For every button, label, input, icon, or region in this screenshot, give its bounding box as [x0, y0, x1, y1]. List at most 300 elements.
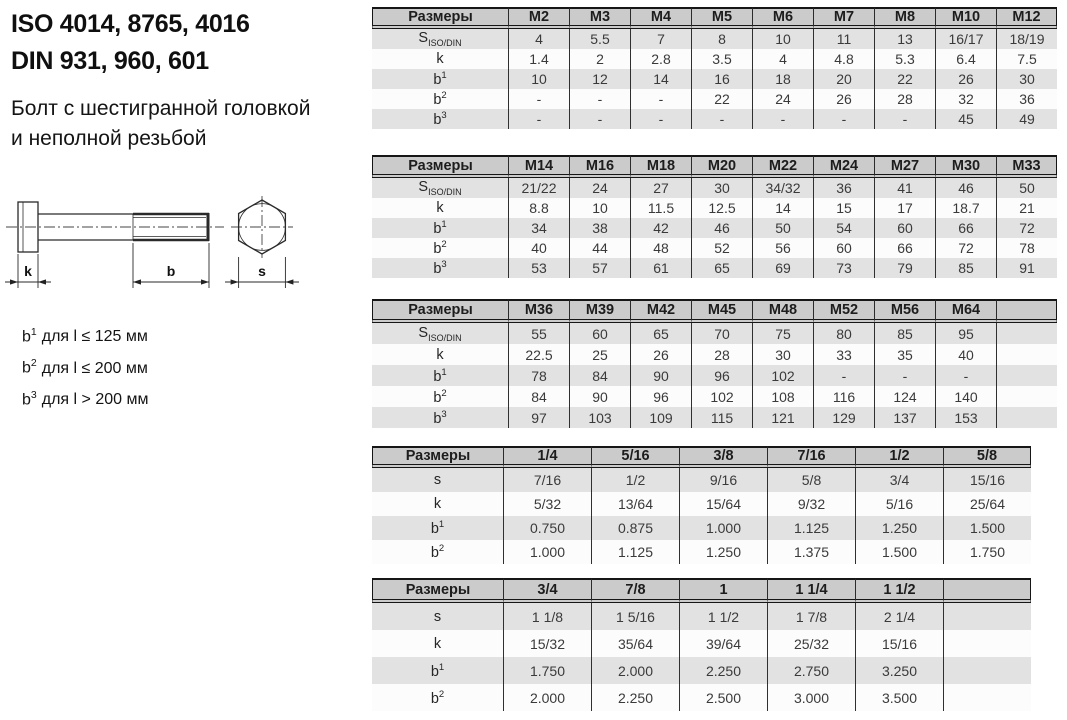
- data-cell: 11: [813, 29, 874, 49]
- data-cell: 5/16: [855, 492, 943, 516]
- data-cell: 129: [813, 407, 874, 428]
- data-cell: 5.5: [569, 29, 630, 49]
- data-cell: 26: [935, 69, 996, 89]
- size-column-header: 1/4: [503, 446, 591, 468]
- spec-table-1: [372, 7, 1057, 129]
- data-cell: [996, 344, 1057, 365]
- dim-column-header: Размеры: [372, 299, 508, 323]
- data-cell: 34/32: [752, 178, 813, 198]
- data-cell: 25: [569, 344, 630, 365]
- data-cell: 3/4: [855, 468, 943, 492]
- data-cell: 2 1/4: [855, 603, 943, 630]
- data-cell: 39/64: [679, 630, 767, 657]
- dim-column-header: Размеры: [372, 578, 503, 603]
- data-cell: 21/22: [508, 178, 569, 198]
- data-cell: 6.4: [935, 49, 996, 69]
- row-label: s: [372, 603, 503, 630]
- table-row: [372, 492, 1031, 516]
- row-label: $b^1$: [372, 218, 508, 238]
- data-cell: 96: [630, 386, 691, 407]
- bolt-technical-drawing: [0, 185, 320, 305]
- data-cell: 3.250: [855, 657, 943, 684]
- row-label: k: [372, 630, 503, 657]
- data-cell: -: [874, 365, 935, 386]
- data-cell: -: [691, 109, 752, 129]
- data-cell: 30: [691, 178, 752, 198]
- data-cell: 60: [813, 238, 874, 258]
- data-cell: 85: [874, 323, 935, 344]
- data-cell: 66: [935, 218, 996, 238]
- size-column-header: M10: [935, 7, 996, 29]
- data-cell: 2.750: [767, 657, 855, 684]
- size-column-header: M18: [630, 155, 691, 178]
- note-b1: $b^1$ для l ≤ 125 мм: [22, 326, 148, 346]
- data-cell: 15/16: [943, 468, 1031, 492]
- table-row: [372, 29, 1057, 49]
- data-cell: 65: [691, 258, 752, 278]
- data-cell: 36: [813, 178, 874, 198]
- data-cell: 26: [813, 89, 874, 109]
- data-cell: 4: [752, 49, 813, 69]
- data-cell: 21: [996, 198, 1057, 218]
- data-cell: 69: [752, 258, 813, 278]
- data-cell: 24: [569, 178, 630, 198]
- row-label: $b^2$: [372, 386, 508, 407]
- footnotes: [22, 319, 148, 413]
- size-column-header: M52: [813, 299, 874, 323]
- data-cell: 75: [752, 323, 813, 344]
- data-cell: 80: [813, 323, 874, 344]
- size-column-header: 3/4: [503, 578, 591, 603]
- row-label: $b^2$: [372, 89, 508, 109]
- table-row: [372, 258, 1057, 278]
- table-row: [372, 365, 1057, 386]
- table-row: [372, 516, 1031, 540]
- dimension-s: [225, 257, 299, 288]
- row-label: $S_{ISO/DIN}$: [372, 323, 508, 344]
- data-cell: 48: [630, 238, 691, 258]
- data-cell: 22.5: [508, 344, 569, 365]
- data-cell: 1.000: [503, 540, 591, 564]
- row-label: $S_{ISO/DIN}$: [372, 29, 508, 49]
- size-column-header: 3/8: [679, 446, 767, 468]
- data-cell: 2.8: [630, 49, 691, 69]
- data-cell: 10: [569, 198, 630, 218]
- data-cell: 50: [752, 218, 813, 238]
- size-column-header: M36: [508, 299, 569, 323]
- data-cell: 42: [630, 218, 691, 238]
- data-cell: 95: [935, 323, 996, 344]
- size-column-header: M24: [813, 155, 874, 178]
- data-cell: [996, 365, 1057, 386]
- data-cell: -: [752, 109, 813, 129]
- data-cell: 1.250: [679, 540, 767, 564]
- data-cell: 137: [874, 407, 935, 428]
- data-cell: 115: [691, 407, 752, 428]
- data-cell: 20: [813, 69, 874, 89]
- table-row: [372, 540, 1031, 564]
- data-cell: 3.000: [767, 684, 855, 711]
- data-cell: 109: [630, 407, 691, 428]
- data-cell: [996, 407, 1057, 428]
- data-cell: 3.500: [855, 684, 943, 711]
- data-cell: 25/32: [767, 630, 855, 657]
- data-cell: 7.5: [996, 49, 1057, 69]
- data-cell: 16/17: [935, 29, 996, 49]
- data-cell: 124: [874, 386, 935, 407]
- data-cell: 1.250: [855, 516, 943, 540]
- data-cell: 4: [508, 29, 569, 49]
- data-cell: 28: [691, 344, 752, 365]
- data-cell: 2.000: [591, 657, 679, 684]
- data-cell: 78: [508, 365, 569, 386]
- data-cell: 44: [569, 238, 630, 258]
- data-cell: 27: [630, 178, 691, 198]
- data-cell: 11.5: [630, 198, 691, 218]
- size-column-header: 7/16: [767, 446, 855, 468]
- data-cell: 13: [874, 29, 935, 49]
- data-cell: 73: [813, 258, 874, 278]
- row-label: $b^1$: [372, 69, 508, 89]
- spec-table-2: [372, 155, 1057, 278]
- data-cell: 84: [569, 365, 630, 386]
- data-cell: 7: [630, 29, 691, 49]
- size-column-header: M12: [996, 7, 1057, 29]
- row-label: k: [372, 344, 508, 365]
- data-cell: 1.000: [679, 516, 767, 540]
- data-cell: 30: [752, 344, 813, 365]
- table-row: [372, 109, 1057, 129]
- data-cell: -: [630, 109, 691, 129]
- data-cell: 2.250: [679, 657, 767, 684]
- row-label: $b^2$: [372, 540, 503, 564]
- data-cell: 4.8: [813, 49, 874, 69]
- dimension-b: [133, 243, 209, 288]
- data-cell: 18.7: [935, 198, 996, 218]
- size-column-header: M48: [752, 299, 813, 323]
- data-cell: 18: [752, 69, 813, 89]
- data-cell: 30: [996, 69, 1057, 89]
- data-cell: 12.5: [691, 198, 752, 218]
- data-cell: 46: [691, 218, 752, 238]
- size-column-header: M6: [752, 7, 813, 29]
- data-cell: 97: [508, 407, 569, 428]
- data-cell: 40: [508, 238, 569, 258]
- data-cell: 49: [996, 109, 1057, 129]
- dim-label-s: s: [258, 263, 266, 279]
- data-cell: 90: [569, 386, 630, 407]
- data-cell: 35: [874, 344, 935, 365]
- data-cell: 8: [691, 29, 752, 49]
- size-column-header: M64: [935, 299, 996, 323]
- data-cell: 60: [569, 323, 630, 344]
- data-cell: 79: [874, 258, 935, 278]
- size-column-header: 5/8: [943, 446, 1031, 468]
- row-label: k: [372, 198, 508, 218]
- page-subtitle: [11, 94, 310, 154]
- table-row: [372, 684, 1031, 711]
- data-cell: 108: [752, 386, 813, 407]
- data-cell: -: [569, 109, 630, 129]
- spec-table-4: [372, 446, 1031, 564]
- data-cell: 50: [996, 178, 1057, 198]
- data-cell: 70: [691, 323, 752, 344]
- data-cell: 55: [508, 323, 569, 344]
- data-cell: 16: [691, 69, 752, 89]
- data-cell: 96: [691, 365, 752, 386]
- row-label: $b^1$: [372, 516, 503, 540]
- data-cell: 1 7/8: [767, 603, 855, 630]
- data-cell: -: [508, 89, 569, 109]
- size-column-header: 1: [679, 578, 767, 603]
- hex-end-view: [231, 196, 293, 258]
- data-cell: 5.3: [874, 49, 935, 69]
- data-cell: 56: [752, 238, 813, 258]
- data-cell: 0.875: [591, 516, 679, 540]
- table-row: [372, 238, 1057, 258]
- data-cell: 57: [569, 258, 630, 278]
- data-cell: 1 1/8: [503, 603, 591, 630]
- data-cell: 41: [874, 178, 935, 198]
- dim-column-header: Размеры: [372, 7, 508, 29]
- data-cell: 15/32: [503, 630, 591, 657]
- note-b3: $b^3$ для l > 200 мм: [22, 388, 149, 408]
- data-cell: 140: [935, 386, 996, 407]
- data-cell: 18/19: [996, 29, 1057, 49]
- row-label: $b^2$: [372, 684, 503, 711]
- data-cell: -: [935, 365, 996, 386]
- size-column-header: 7/8: [591, 578, 679, 603]
- data-cell: [943, 657, 1031, 684]
- data-cell: -: [508, 109, 569, 129]
- data-cell: 85: [935, 258, 996, 278]
- data-cell: 91: [996, 258, 1057, 278]
- row-label: $b^3$: [372, 407, 508, 428]
- data-cell: [996, 386, 1057, 407]
- size-column-header: M4: [630, 7, 691, 29]
- data-cell: 60: [874, 218, 935, 238]
- data-cell: 61: [630, 258, 691, 278]
- data-cell: 9/16: [679, 468, 767, 492]
- table-row: [372, 198, 1057, 218]
- size-column-header: M22: [752, 155, 813, 178]
- data-cell: 102: [691, 386, 752, 407]
- row-label: $b^3$: [372, 258, 508, 278]
- table-row: [372, 323, 1057, 344]
- data-cell: 66: [874, 238, 935, 258]
- size-column-header: M27: [874, 155, 935, 178]
- size-column-header: M56: [874, 299, 935, 323]
- table-header-row: [372, 446, 1031, 468]
- data-cell: 14: [752, 198, 813, 218]
- data-cell: 17: [874, 198, 935, 218]
- table-row: [372, 603, 1031, 630]
- data-cell: -: [813, 109, 874, 129]
- table-header-row: [372, 578, 1031, 603]
- size-column-header: 5/16: [591, 446, 679, 468]
- data-cell: -: [630, 89, 691, 109]
- data-cell: 28: [874, 89, 935, 109]
- data-cell: 22: [874, 69, 935, 89]
- data-cell: 46: [935, 178, 996, 198]
- data-cell: 34: [508, 218, 569, 238]
- title-din: DIN 931, 960, 601: [11, 47, 209, 75]
- data-cell: 1.500: [855, 540, 943, 564]
- data-cell: 15/16: [855, 630, 943, 657]
- row-label: $b^3$: [372, 109, 508, 129]
- data-cell: 65: [630, 323, 691, 344]
- data-cell: 9/32: [767, 492, 855, 516]
- size-column-header: M14: [508, 155, 569, 178]
- table-row: [372, 386, 1057, 407]
- data-cell: 1.375: [767, 540, 855, 564]
- size-column-header: 1 1/4: [767, 578, 855, 603]
- data-cell: [943, 603, 1031, 630]
- data-cell: 38: [569, 218, 630, 238]
- table-header-row: [372, 7, 1057, 29]
- row-label: k: [372, 492, 503, 516]
- dim-label-b: b: [166, 263, 176, 279]
- size-column-header: M5: [691, 7, 752, 29]
- data-cell: 0.750: [503, 516, 591, 540]
- data-cell: 102: [752, 365, 813, 386]
- size-column-header: M8: [874, 7, 935, 29]
- size-column-header: M45: [691, 299, 752, 323]
- size-column-header: M20: [691, 155, 752, 178]
- data-cell: 15/64: [679, 492, 767, 516]
- table-row: [372, 218, 1057, 238]
- spec-table-3: [372, 299, 1057, 428]
- data-cell: 15: [813, 198, 874, 218]
- row-label: $b^1$: [372, 365, 508, 386]
- table-header-row: [372, 299, 1057, 323]
- row-label: k: [372, 49, 508, 69]
- data-cell: 2.250: [591, 684, 679, 711]
- data-cell: 32: [935, 89, 996, 109]
- data-cell: 78: [996, 238, 1057, 258]
- data-cell: 1.500: [943, 516, 1031, 540]
- data-cell: 2: [569, 49, 630, 69]
- size-column-header: [943, 578, 1031, 603]
- data-cell: 1 5/16: [591, 603, 679, 630]
- data-cell: 3.5: [691, 49, 752, 69]
- data-cell: 1.750: [503, 657, 591, 684]
- size-column-header: 1/2: [855, 446, 943, 468]
- data-cell: -: [813, 365, 874, 386]
- size-column-header: M2: [508, 7, 569, 29]
- table-row: [372, 89, 1057, 109]
- data-cell: 13/64: [591, 492, 679, 516]
- data-cell: 103: [569, 407, 630, 428]
- size-column-header: M39: [569, 299, 630, 323]
- data-cell: 116: [813, 386, 874, 407]
- data-cell: 72: [996, 218, 1057, 238]
- row-label: $b^2$: [372, 238, 508, 258]
- data-cell: 35/64: [591, 630, 679, 657]
- data-cell: 1.750: [943, 540, 1031, 564]
- data-cell: 52: [691, 238, 752, 258]
- data-cell: 153: [935, 407, 996, 428]
- table-row: [372, 69, 1057, 89]
- data-cell: 45: [935, 109, 996, 129]
- data-cell: 2.500: [679, 684, 767, 711]
- data-cell: -: [874, 109, 935, 129]
- data-cell: 121: [752, 407, 813, 428]
- data-cell: 12: [569, 69, 630, 89]
- data-cell: 8.8: [508, 198, 569, 218]
- table-row: [372, 468, 1031, 492]
- size-column-header: M7: [813, 7, 874, 29]
- size-column-header: M42: [630, 299, 691, 323]
- data-cell: 53: [508, 258, 569, 278]
- size-column-header: 1 1/2: [855, 578, 943, 603]
- table-row: [372, 630, 1031, 657]
- title-iso: ISO 4014, 8765, 4016: [11, 10, 250, 38]
- data-cell: [943, 684, 1031, 711]
- subtitle-line1: Болт с шестигранной головкой: [11, 97, 311, 120]
- data-cell: 84: [508, 386, 569, 407]
- table-row: [372, 657, 1031, 684]
- dim-column-header: Размеры: [372, 155, 508, 178]
- data-cell: 90: [630, 365, 691, 386]
- data-cell: 1.125: [591, 540, 679, 564]
- table-row: [372, 407, 1057, 428]
- row-label: s: [372, 468, 503, 492]
- data-cell: 54: [813, 218, 874, 238]
- dim-column-header: Размеры: [372, 446, 503, 468]
- dimension-k: [5, 254, 51, 288]
- size-column-header: M3: [569, 7, 630, 29]
- data-cell: 1.4: [508, 49, 569, 69]
- note-b2: $b^2$ для l ≤ 200 мм: [22, 357, 148, 377]
- table-row: [372, 344, 1057, 365]
- data-cell: 1/2: [591, 468, 679, 492]
- table-row: [372, 178, 1057, 198]
- data-cell: 25/64: [943, 492, 1031, 516]
- row-label: $S_{ISO/DIN}$: [372, 178, 508, 198]
- data-cell: 36: [996, 89, 1057, 109]
- size-column-header: M33: [996, 155, 1057, 178]
- dim-label-k: k: [24, 263, 32, 279]
- size-column-header: M30: [935, 155, 996, 178]
- data-cell: 14: [630, 69, 691, 89]
- data-cell: [943, 630, 1031, 657]
- page-title: [11, 6, 250, 80]
- row-label: $b^1$: [372, 657, 503, 684]
- spec-table-5: [372, 578, 1031, 711]
- data-cell: 26: [630, 344, 691, 365]
- data-cell: 40: [935, 344, 996, 365]
- data-cell: 2.000: [503, 684, 591, 711]
- data-cell: 7/16: [503, 468, 591, 492]
- data-cell: 5/32: [503, 492, 591, 516]
- data-cell: 24: [752, 89, 813, 109]
- data-cell: 1.125: [767, 516, 855, 540]
- size-column-header: M16: [569, 155, 630, 178]
- data-cell: 10: [508, 69, 569, 89]
- subtitle-line2: и неполной резьбой: [11, 127, 207, 150]
- size-column-header: [996, 299, 1057, 323]
- data-cell: -: [569, 89, 630, 109]
- data-cell: 1 1/2: [679, 603, 767, 630]
- data-cell: 5/8: [767, 468, 855, 492]
- table-row: [372, 49, 1057, 69]
- table-header-row: [372, 155, 1057, 178]
- data-cell: 33: [813, 344, 874, 365]
- data-cell: 22: [691, 89, 752, 109]
- data-cell: [996, 323, 1057, 344]
- data-cell: 72: [935, 238, 996, 258]
